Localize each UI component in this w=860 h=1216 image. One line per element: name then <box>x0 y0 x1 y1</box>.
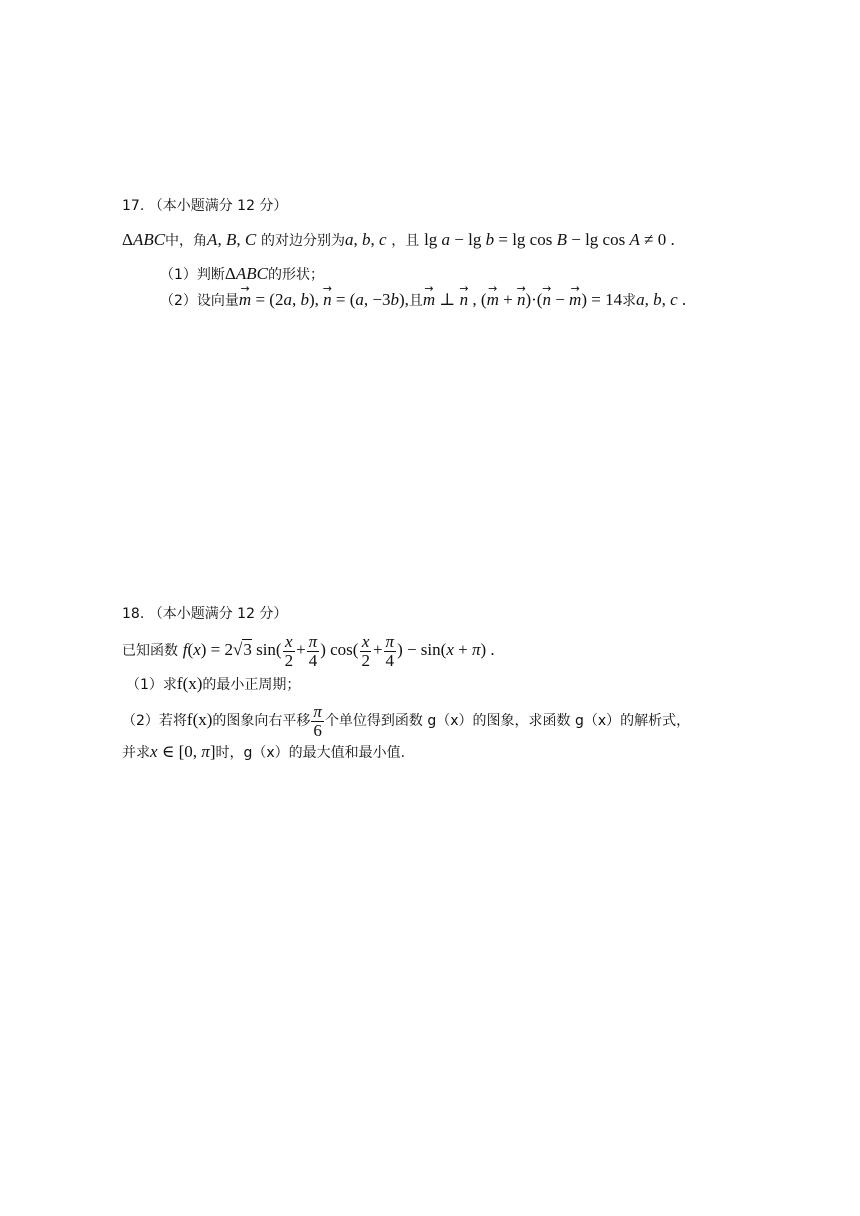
q18-p2-a: 的图象向右平移 <box>212 713 311 729</box>
q17-part1: （1）判断ΔABC的形状； <box>160 264 324 283</box>
q17-part2: （2）设向量→ m = (2a, b), → n = (a, −3b),且→ m ⊥ → n , (→ m + → n)·(→ n − → m) = 14求a, b, c . <box>160 289 686 312</box>
q17-stem-tail: 的对边分别为 <box>260 233 345 249</box>
q18-part2: （2）若将f(x)的图象向右平移 $\frac{\pi}{6}$ 个单位得到函数 g（x）的图象，求函数 g（x）的解析式， <box>122 701 691 740</box>
q17-p2-mid: 且 <box>408 293 423 309</box>
q18-p1-tail: 的最小正周期； <box>202 677 301 693</box>
q18-stem-label: 已知函数 <box>122 643 178 659</box>
q17-p1-label: （1）判断 <box>160 267 225 283</box>
q18-part2-cont: 并求x ∈ [0, π]时，g（x）的最大值和最小值. <box>122 742 406 761</box>
q17-stem: ΔABC中，角A, B, C 的对边分别为a, b, c ，且 lg a − lg b = lg cos B − lg cos A ≠ 0 . <box>122 230 675 249</box>
q17-p2-label: （2）设向量 <box>160 293 239 309</box>
q18-p3-a: 并求 <box>122 745 150 761</box>
q18-header: 18. （本小题满分 12 分） <box>122 606 288 622</box>
q18-p2-b: 个单位得到函数 g（x）的图象，求函数 g（x）的解析式， <box>324 713 691 729</box>
q17-p2-tail: 求 <box>622 293 637 309</box>
q17-stem-comma: ，且 <box>391 233 420 249</box>
q17-header: 17. （本小题满分 12 分） <box>122 198 288 214</box>
q18-p3-b: 时，g（x）的最大值和最小值. <box>215 745 406 761</box>
q18-stem: 已知函数 f(x) = 2√3 sin( $\frac{x}{2}$ + $\frac{\pi}{4}$ ) cos( $\frac{x}{2}$ + $\frac{\pi}{4}$ ) − sin(x + π) . <box>122 631 495 670</box>
q18-p1-label: （1）求 <box>126 677 177 693</box>
q18-part1: （1）求f(x)的最小正周期； <box>126 674 301 693</box>
q18-p2-label: （2）若将 <box>122 713 187 729</box>
q17-stem-mid: 中，角 <box>165 233 208 249</box>
q17-p1-tail: 的形状； <box>267 267 324 283</box>
